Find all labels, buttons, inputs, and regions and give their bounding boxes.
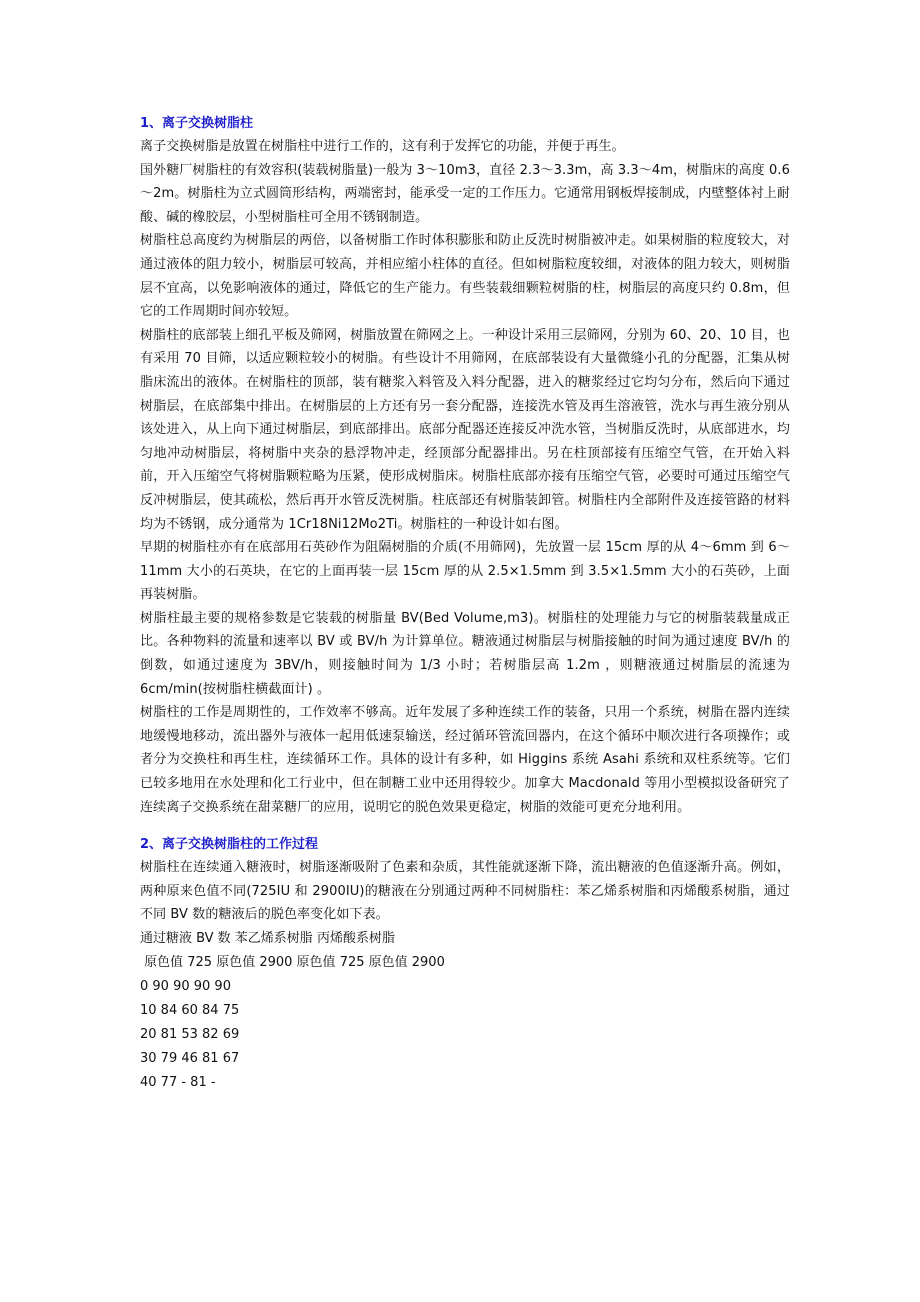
table-row: 40 77 - 81 - [140,1075,216,1090]
paragraph: 树脂柱的底部装上细孔平板及筛网，树脂放置在筛网之上。一种设计采用三层筛网，分别为 60、20、10 目，也有采用 70 目筛，以适应颗粒较小的树脂。有些设计不用筛网，在底部装设有大量微缝小孔的分配器，汇集从树脂床流出的液体。在树脂柱的顶部，装有糖浆入料管及入料分配器，进入的糖浆经过它均匀分布，然后向下通过树脂层，在底部集中排出。在树脂层的上方还有另一套分配器，连接洗水管及再生溶液管，洗水与再生液分别从该处进入，从上向下通过树脂层，到底部排出。底部分配器还连接反冲洗水管，当树脂反洗时，从底部进水，均匀地冲动树脂层，将树脂中夹杂的悬浮物冲走，经顶部分配器排出。另在柱顶部接有压缩空气管，在开始入料前，开入压缩空气将树脂颗粒略为压紧，使形成树脂床。树脂柱底部亦接有压缩空气管，必要时可通过压缩空气反冲树脂层，使其疏松，然后再开水管反洗树脂。柱底部还有树脂装卸管。树脂柱内全部附件及连接管路的材料均为不锈钢，成分通常为 1Cr18Ni12Mo2Ti。树脂柱的一种设计如右图。 [140,327,790,532]
paragraph: 离子交换树脂是放置在树脂柱中进行工作的，这有利于发挥它的功能，并便于再生。 [140,139,625,154]
paragraph: 树脂柱总高度约为树脂层的两倍，以备树脂工作时体积膨胀和防止反洗时树脂被冲走。如果树脂的粒度较大，对通过液体的阻力较小，树脂层可较高，并相应缩小柱体的直径。但如树脂粒度较细，对液体的阻力较大，则树脂层不宜高，以免影响液体的通过，降低它的生产能力。有些装载细颗粒树脂的柱，树脂层的高度只约 0.8m，但它的工作周期时间亦较短。 [140,233,790,320]
table-row: 0 90 90 90 90 [140,979,231,994]
section-2-title: 2、离子交换树脂柱的工作过程 [140,837,319,853]
table-row: 10 84 60 84 75 [140,1003,240,1018]
paragraph: 树脂柱最主要的规格参数是它装载的树脂量 BV(Bed Volume,m3)。树脂柱的处理能力与它的树脂装载量成正比。各种物料的流量和速率以 BV 或 BV/h 为计算单位。糖液通过树脂层与树脂接触的时间为通过速度 BV/h 的倒数，如通过速度为 3BV/h，则接触时间为 1/3 小时；若树脂层高 1.2m ，则糖液通过树脂层的流速为 6cm/min(按树脂柱横截面计) 。 [140,610,790,697]
section-1-title: 1、离子交换树脂柱 [140,116,254,131]
paragraph: 树脂柱的工作是周期性的，工作效率不够高。近年发展了多种连续工作的装备，只用一个系统，树脂在器内连续地缓慢地移动，流出器外与液体一起用低速泵输送，经过循环管流回器内，在这个循环中顺次进行各项操作；或者分为交换柱和再生柱，连续循环工作。具体的设计有多种，如 Higgins 系统 Asahi 系统和双柱系统等。它们已较多地用在水处理和化工行业中，但在制糖工业中还用得较少。加拿大 Macdonald 等用小型模拟设备研究了连续离子交换系统在甜菜糖厂的应用，说明它的脱色效果更稳定，树脂的效能可更充分地利用。 [140,705,790,815]
paragraph: 国外糖厂树脂柱的有效容积(装载树脂量)一般为 3～10m3，直径 2.3～3.3m，高 3.3～4m，树脂床的高度 0.6～2m。树脂柱为立式圆筒形结构，两端密封，能承受一定的工作压力。它通常用钢板焊接制成，内壁整体衬上耐酸、碱的橡胶层，小型树脂柱可全用不锈钢制造。 [140,162,790,225]
decolorization-table [140,927,790,1095]
table-row: 30 79 46 81 67 [140,1051,240,1066]
table-row: 20 81 53 82 69 [140,1027,240,1042]
paragraph: 早期的树脂柱亦有在底部用石英砂作为阻隔树脂的介质(不用筛网)，先放置一层 15cm 厚的从 4～6mm 到 6～11mm 大小的石英块，在它的上面再装一层 15cm 厚的从 2.5×1.5mm 到 3.5×1.5mm 大小的石英砂，上面再装树脂。 [140,540,790,603]
table-header-line: 通过糖液 BV 数 苯乙烯系树脂 丙烯酸系树脂 [140,931,395,946]
table-subheader-line: 原色值 725 原色值 2900 原色值 725 原色值 2900 [140,955,445,970]
paragraph: 树脂柱在连续通入糖液时，树脂逐渐吸附了色素和杂质，其性能就逐渐下降，流出糖液的色值逐渐升高。例如，两种原来色值不同(725IU 和 2900IU)的糖液在分别通过两种不同树脂柱：苯乙烯系树脂和丙烯酸系树脂，通过不同 BV 数的糖液后的脱色率变化如下表。 [140,860,790,923]
document-body [140,112,790,1095]
